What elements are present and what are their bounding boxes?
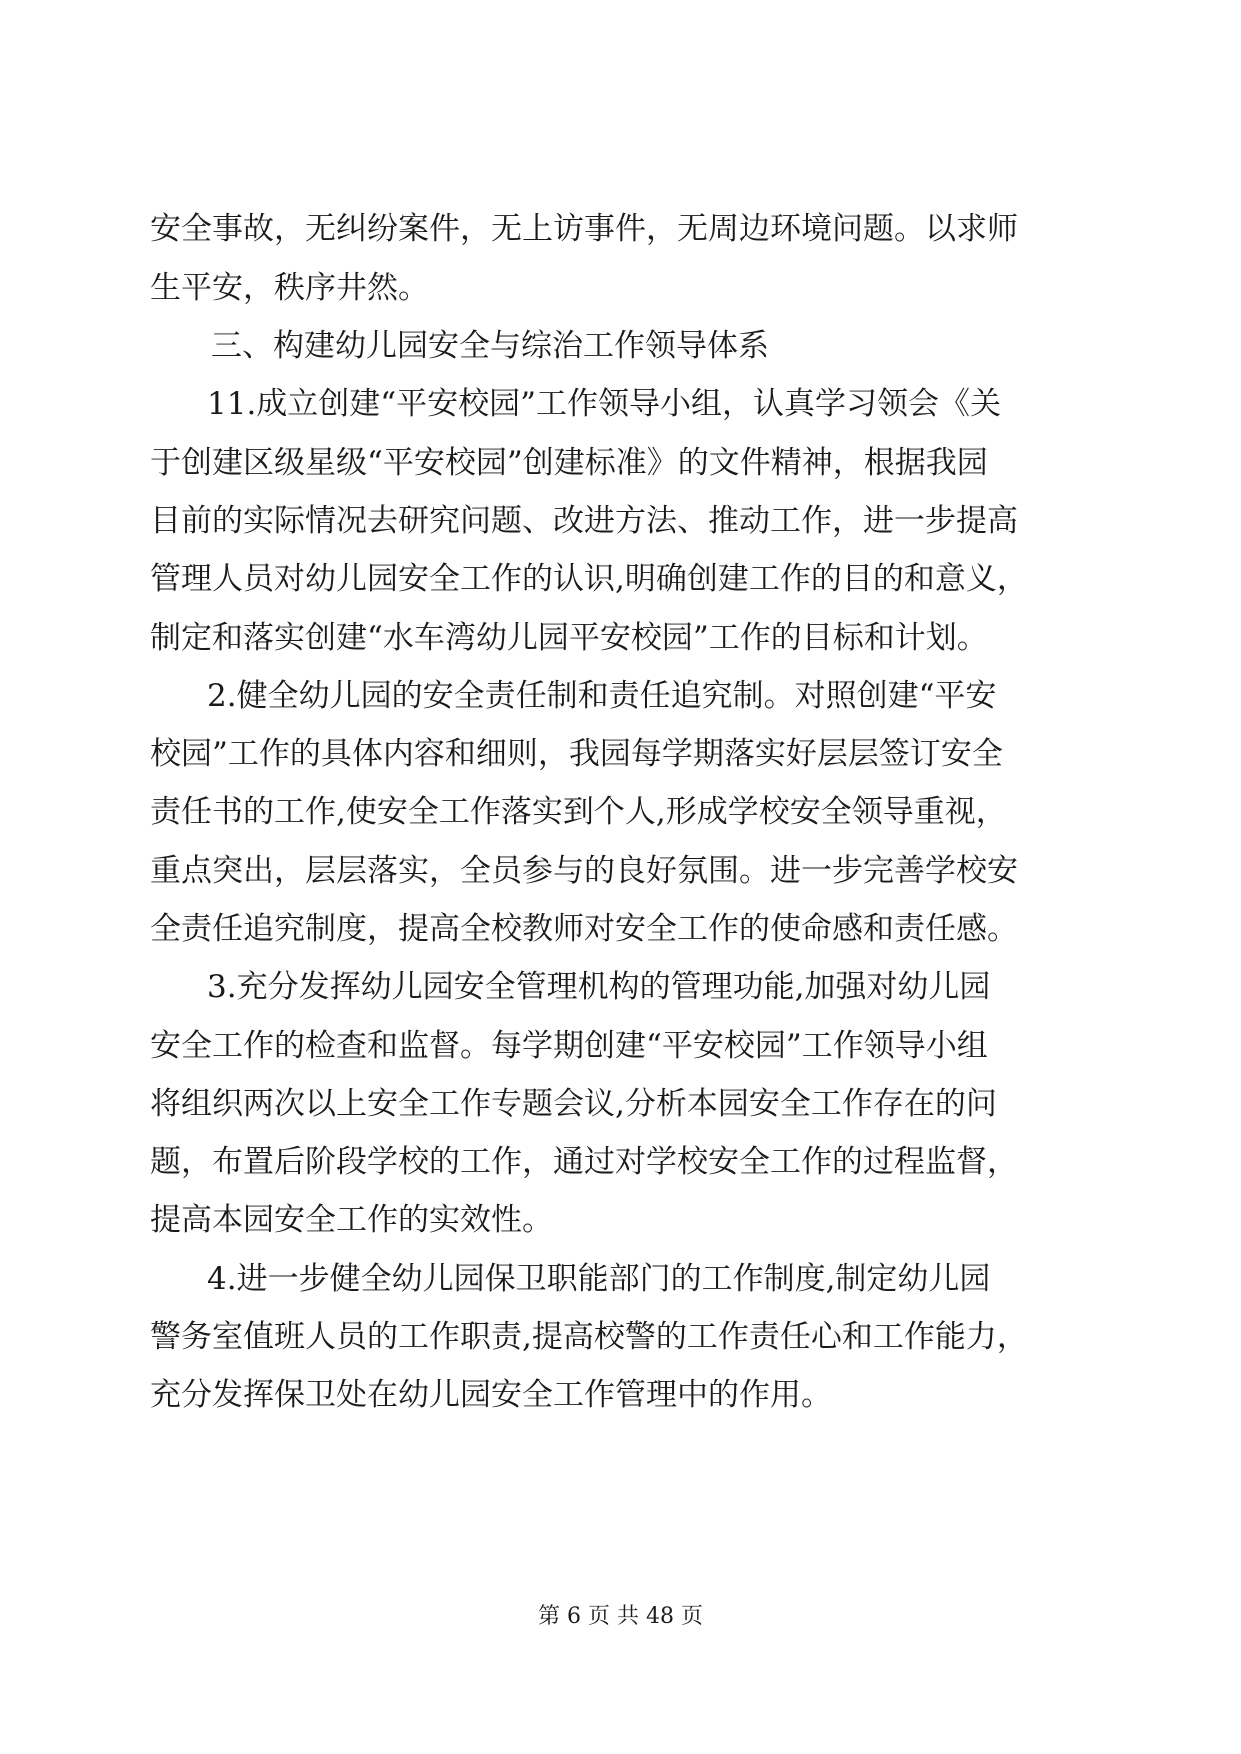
text-line: 责任书的工作,使安全工作落实到个人,形成学校安全领导重视， [150,794,1007,830]
text-line: 目前的实际情况去研究问题、改进方法、推动工作，进一步提高 [150,503,1018,539]
text-line: 2.健全幼儿园的安全责任制和责任追究制。对照创建“平安 [207,678,997,714]
text-line: 题，布置后阶段学校的工作，通过对学校安全工作的过程监督， [150,1144,1018,1180]
text-line: 制定和落实创建“水车湾幼儿园平安校园”工作的目标和计划。 [150,620,988,656]
text-line: 将组织两次以上安全工作专题会议,分析本园安全工作存在的问 [150,1086,997,1122]
text-line: 于创建区级星级“平安校园”创建标准》的文件精神，根据我园 [150,445,988,481]
page-number-footer: 第 6 页 共 48 页 [538,1604,703,1629]
text-line: 提高本园安全工作的实效性。 [150,1202,553,1238]
text-line: 3.充分发挥幼儿园安全管理机构的管理功能,加强对幼儿园 [207,969,991,1005]
text-line: 管理人员对幼儿园安全工作的认识,明确创建工作的目的和意义， [150,561,1028,597]
text-line: 生平安，秩序井然。 [150,270,429,306]
text-line: 4.进一步健全幼儿园保卫职能部门的工作制度,制定幼儿园 [207,1261,991,1297]
text-line: 重点突出，层层落实，全员参与的良好氛围。进一步完善学校安 [150,853,1018,889]
text-line: 校园”工作的具体内容和细则，我园每学期落实好层层签订安全 [150,736,1003,772]
text-line: 安全工作的检查和监督。每学期创建“平安校园”工作领导小组 [150,1028,988,1064]
text-line: 安全事故，无纠纷案件，无上访事件，无周边环境问题。以求师 [150,211,1018,247]
text-line: 11.成立创建“平安校园”工作领导小组，认真学习领会《关 [207,386,1001,422]
text-line: 充分发挥保卫处在幼儿园安全工作管理中的作用。 [150,1377,832,1413]
text-line: 全责任追究制度，提高全校教师对安全工作的使命感和责任感。 [150,911,1018,947]
text-line: 警务室值班人员的工作职责,提高校警的工作责任心和工作能力， [150,1319,1028,1355]
section-heading: 三、构建幼儿园安全与综治工作领导体系 [211,328,769,364]
